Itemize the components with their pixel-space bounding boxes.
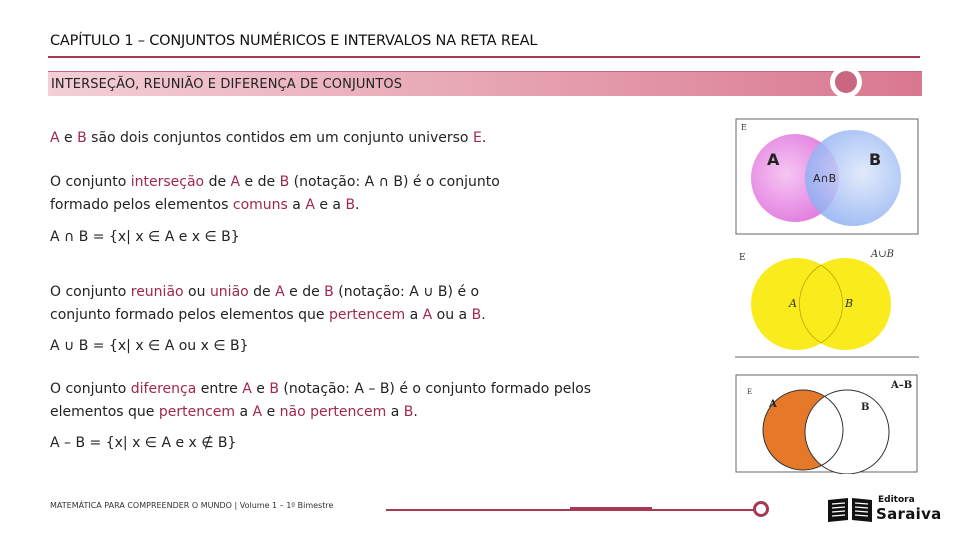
union-formula: A ∪ B = {x| x ∈ A ou x ∈ B}	[50, 338, 249, 354]
section-header-bar	[48, 71, 922, 96]
footer-divider-accent	[570, 507, 652, 510]
text-fragment: ou a	[432, 307, 472, 323]
set-a-label: A	[252, 404, 263, 420]
difference-line-1	[50, 378, 591, 401]
difference-paragraph	[50, 378, 591, 424]
set-b-label: B	[869, 150, 882, 169]
publisher-label: Editora	[878, 495, 915, 505]
text-fragment: a	[386, 404, 404, 420]
set-a-label: A	[769, 399, 777, 410]
universe-label: E	[747, 388, 753, 396]
text-fragment: (notação: A – B) é o conjunto formado pelos	[278, 381, 592, 397]
set-b-label: B	[861, 402, 870, 413]
venn-difference-diagram	[735, 374, 919, 474]
intersection-line-1	[50, 171, 500, 194]
set-b-label: B	[403, 404, 414, 420]
text-fragment: de	[204, 174, 231, 190]
union-title: A∪B	[871, 249, 894, 260]
decorative-circle-icon	[830, 66, 862, 98]
text-fragment: e a	[314, 197, 346, 213]
text-fragment: de	[248, 284, 276, 300]
text-fragment: e	[59, 130, 78, 146]
set-a-label: A	[789, 297, 797, 310]
text-fragment: e de	[284, 284, 325, 300]
set-a-label: A	[767, 150, 780, 169]
union-line-2	[50, 304, 486, 327]
keyword-intersection: interseção	[130, 174, 205, 190]
text-fragment: O conjunto	[50, 284, 131, 300]
keyword-common: comuns	[232, 197, 288, 213]
text-fragment: O conjunto	[50, 174, 131, 190]
intersection-label: A∩B	[813, 172, 837, 185]
text-fragment: .	[481, 307, 486, 323]
set-b-label: B	[471, 307, 482, 323]
text-fragment: formado pelos elementos	[50, 197, 233, 213]
set-a-label: A	[275, 284, 285, 300]
keyword-difference: diferença	[130, 381, 197, 397]
union-paragraph	[50, 281, 486, 327]
set-a-label: A	[305, 197, 315, 213]
text-fragment: entre	[196, 381, 243, 397]
intro-paragraph	[50, 127, 486, 150]
set-b-label: B	[845, 297, 854, 310]
universe-label: E	[741, 123, 747, 132]
keyword-belong: pertencem	[158, 404, 236, 420]
universe-label: E	[472, 130, 482, 146]
text-fragment: .	[355, 197, 360, 213]
text-fragment: e de	[240, 174, 280, 190]
set-a-label: A	[50, 130, 60, 146]
keyword-reunion: reunião	[130, 284, 184, 300]
set-b-label: B	[345, 197, 356, 213]
text-fragment: a	[235, 404, 253, 420]
difference-line-2	[50, 401, 591, 424]
section-title: INTERSEÇÃO, REUNIÃO E DIFERENÇA DE CONJUNTOS	[51, 77, 403, 92]
venn-union-diagram	[735, 246, 919, 358]
set-a-label: A	[230, 174, 241, 190]
set-b-label: B	[324, 284, 334, 300]
venn-intersection-diagram	[735, 118, 919, 236]
text-fragment: O conjunto	[50, 381, 131, 397]
footer-circle-icon	[753, 501, 769, 517]
text-fragment: elementos que	[50, 404, 159, 420]
keyword-not-belong: não pertencem	[279, 404, 387, 420]
intersection-formula: A ∩ B = {x| x ∈ A e x ∈ B}	[50, 229, 240, 245]
universe-label: E	[739, 253, 746, 263]
book-logo-icon	[826, 494, 874, 524]
publisher-name: Saraiva	[876, 505, 942, 523]
footer-text: MATEMÁTICA PARA COMPREENDER O MUNDO | Volume 1 – 1º Bimestre	[50, 501, 334, 510]
intersection-line-2	[50, 194, 500, 217]
set-b-label: B	[279, 174, 290, 190]
text-fragment: (notação: A ∩ B) é o conjunto	[289, 174, 500, 190]
text-fragment: .	[481, 130, 487, 146]
difference-title: A–B	[891, 380, 913, 391]
text-fragment: (notação: A ∪ B) é o	[333, 284, 480, 300]
chapter-title: CAPÍTULO 1 – CONJUNTOS NUMÉRICOS E INTERVALOS NA RETA REAL	[50, 33, 538, 49]
intersection-paragraph	[50, 171, 500, 217]
title-divider	[48, 56, 920, 58]
text-fragment: e	[251, 381, 270, 397]
difference-formula: A – B = {x| x ∈ A e x ∉ B}	[50, 435, 237, 451]
keyword-belong: pertencem	[328, 307, 406, 323]
set-a-label: A	[422, 307, 433, 323]
text-fragment: conjunto formado pelos elementos que	[50, 307, 329, 323]
set-b-label: B	[77, 130, 87, 146]
set-b-circle	[805, 390, 889, 474]
set-b-label: B	[269, 381, 279, 397]
text-fragment: .	[413, 404, 418, 420]
text-fragment: a	[287, 197, 306, 213]
text-fragment: e	[262, 404, 280, 420]
text-fragment: ou	[183, 284, 210, 300]
text-fragment: são dois conjuntos contidos em um conjunto universo	[86, 130, 473, 146]
text-fragment: a	[405, 307, 423, 323]
union-line-1	[50, 281, 486, 304]
keyword-union: união	[209, 284, 249, 300]
set-a-label: A	[242, 381, 252, 397]
